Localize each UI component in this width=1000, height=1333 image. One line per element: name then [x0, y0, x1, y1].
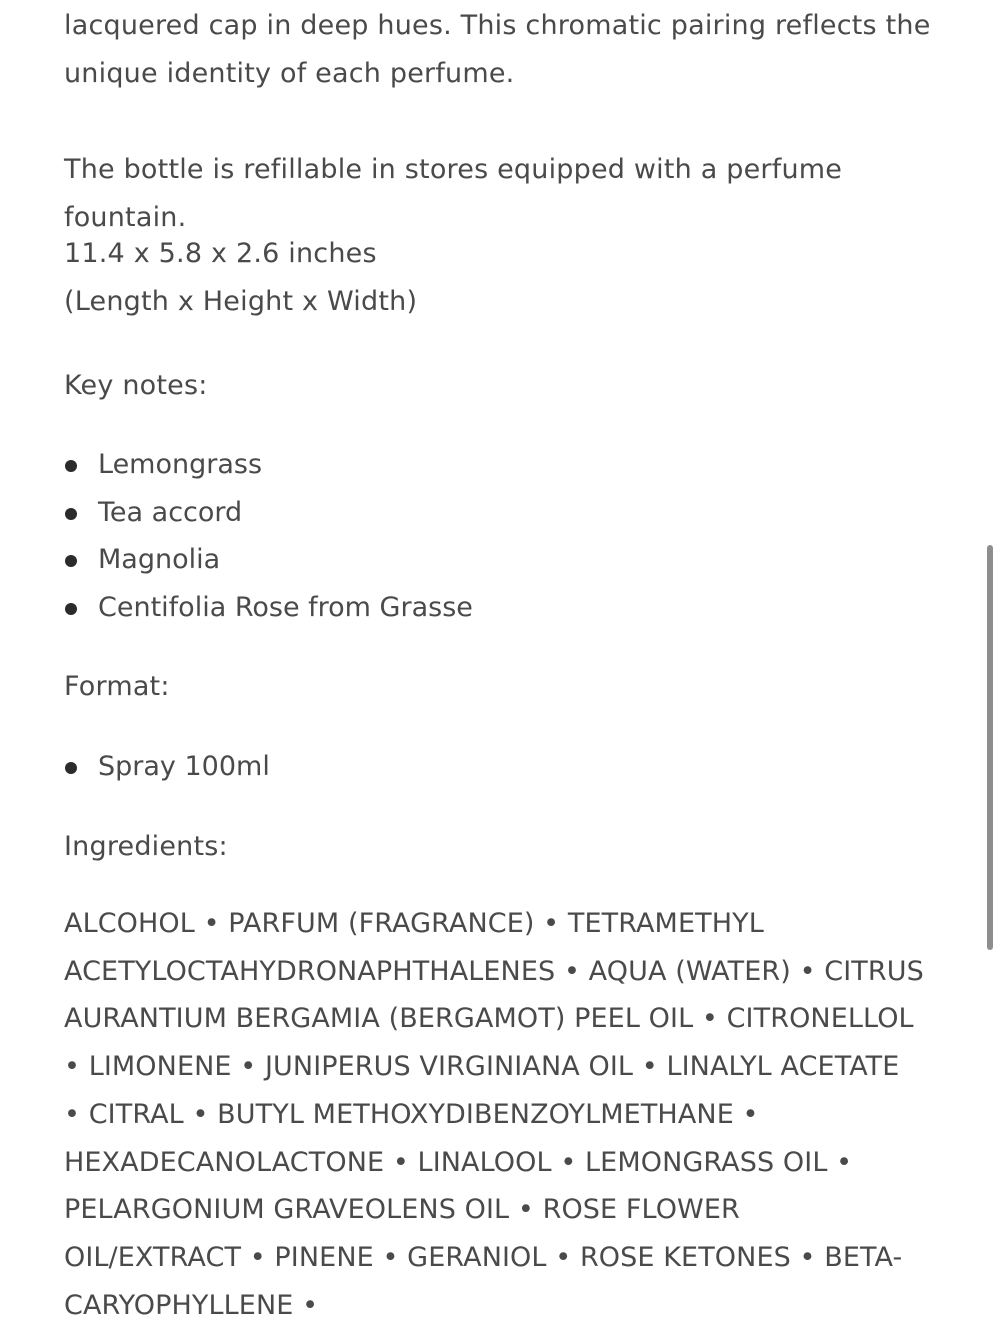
bullet-icon: [65, 508, 77, 520]
bullet-icon: [65, 762, 77, 774]
format-list: [64, 743, 270, 791]
refill-info: The bottle is refillable in stores equipped with a perfume fountain.: [64, 154, 843, 233]
scrollbar[interactable]: [987, 545, 993, 950]
key-notes-label: Key notes:: [64, 370, 208, 401]
list-item-label: Centifolia Rose from Grasse: [98, 591, 473, 623]
list-item: [64, 584, 473, 632]
bullet-icon: [65, 460, 77, 472]
list-item: [64, 441, 473, 489]
dimensions-legend: (Length x Height x Width): [64, 286, 418, 317]
list-item: [64, 489, 473, 537]
list-item: [64, 536, 473, 584]
description-intro: lacquered cap in deep hues. This chromatic pairing reflects the unique identity of each perfume.: [64, 10, 931, 89]
ingredients-label: Ingredients:: [64, 831, 228, 862]
list-item: [64, 743, 270, 791]
list-item-label: Lemongrass: [98, 449, 263, 480]
list-item-label: Magnolia: [98, 544, 221, 575]
ingredients-text: ALCOHOL • PARFUM (FRAGRANCE) • TETRAMETHYL ACETYLOCTAHYDRONAPHTHALENES • AQUA (WATER) • CITRUS AURANTIUM BERGAMIA (BERGAMOT) PEEL OIL • CITRONELLOL • LIMONENE • JUNIPERUS VIRGINIANA OIL • LINALYL ACETATE • CITRAL • BUTYL METHOXYDIBENZOYLMETHANE • HEXADECANOLACTONE • LINALOOL • LEMONGRASS OIL • PELARGONIUM GRAVEOLENS OIL • ROSE FLOWER OIL/EXTRACT • PINENE • GERANIOL • ROSE KETONES • BETA-CARYOPHYLLENE •: [64, 908, 924, 1321]
dimensions: [64, 230, 417, 326]
format-label: Format:: [64, 671, 170, 702]
bullet-icon: [65, 603, 77, 615]
bullet-icon: [65, 555, 77, 567]
list-item-label: Tea accord: [98, 496, 243, 528]
dimensions-value: 11.4 x 5.8 x 2.6 inches: [64, 238, 377, 269]
list-item-label: Spray 100ml: [98, 751, 270, 782]
key-notes-list: [64, 441, 473, 631]
